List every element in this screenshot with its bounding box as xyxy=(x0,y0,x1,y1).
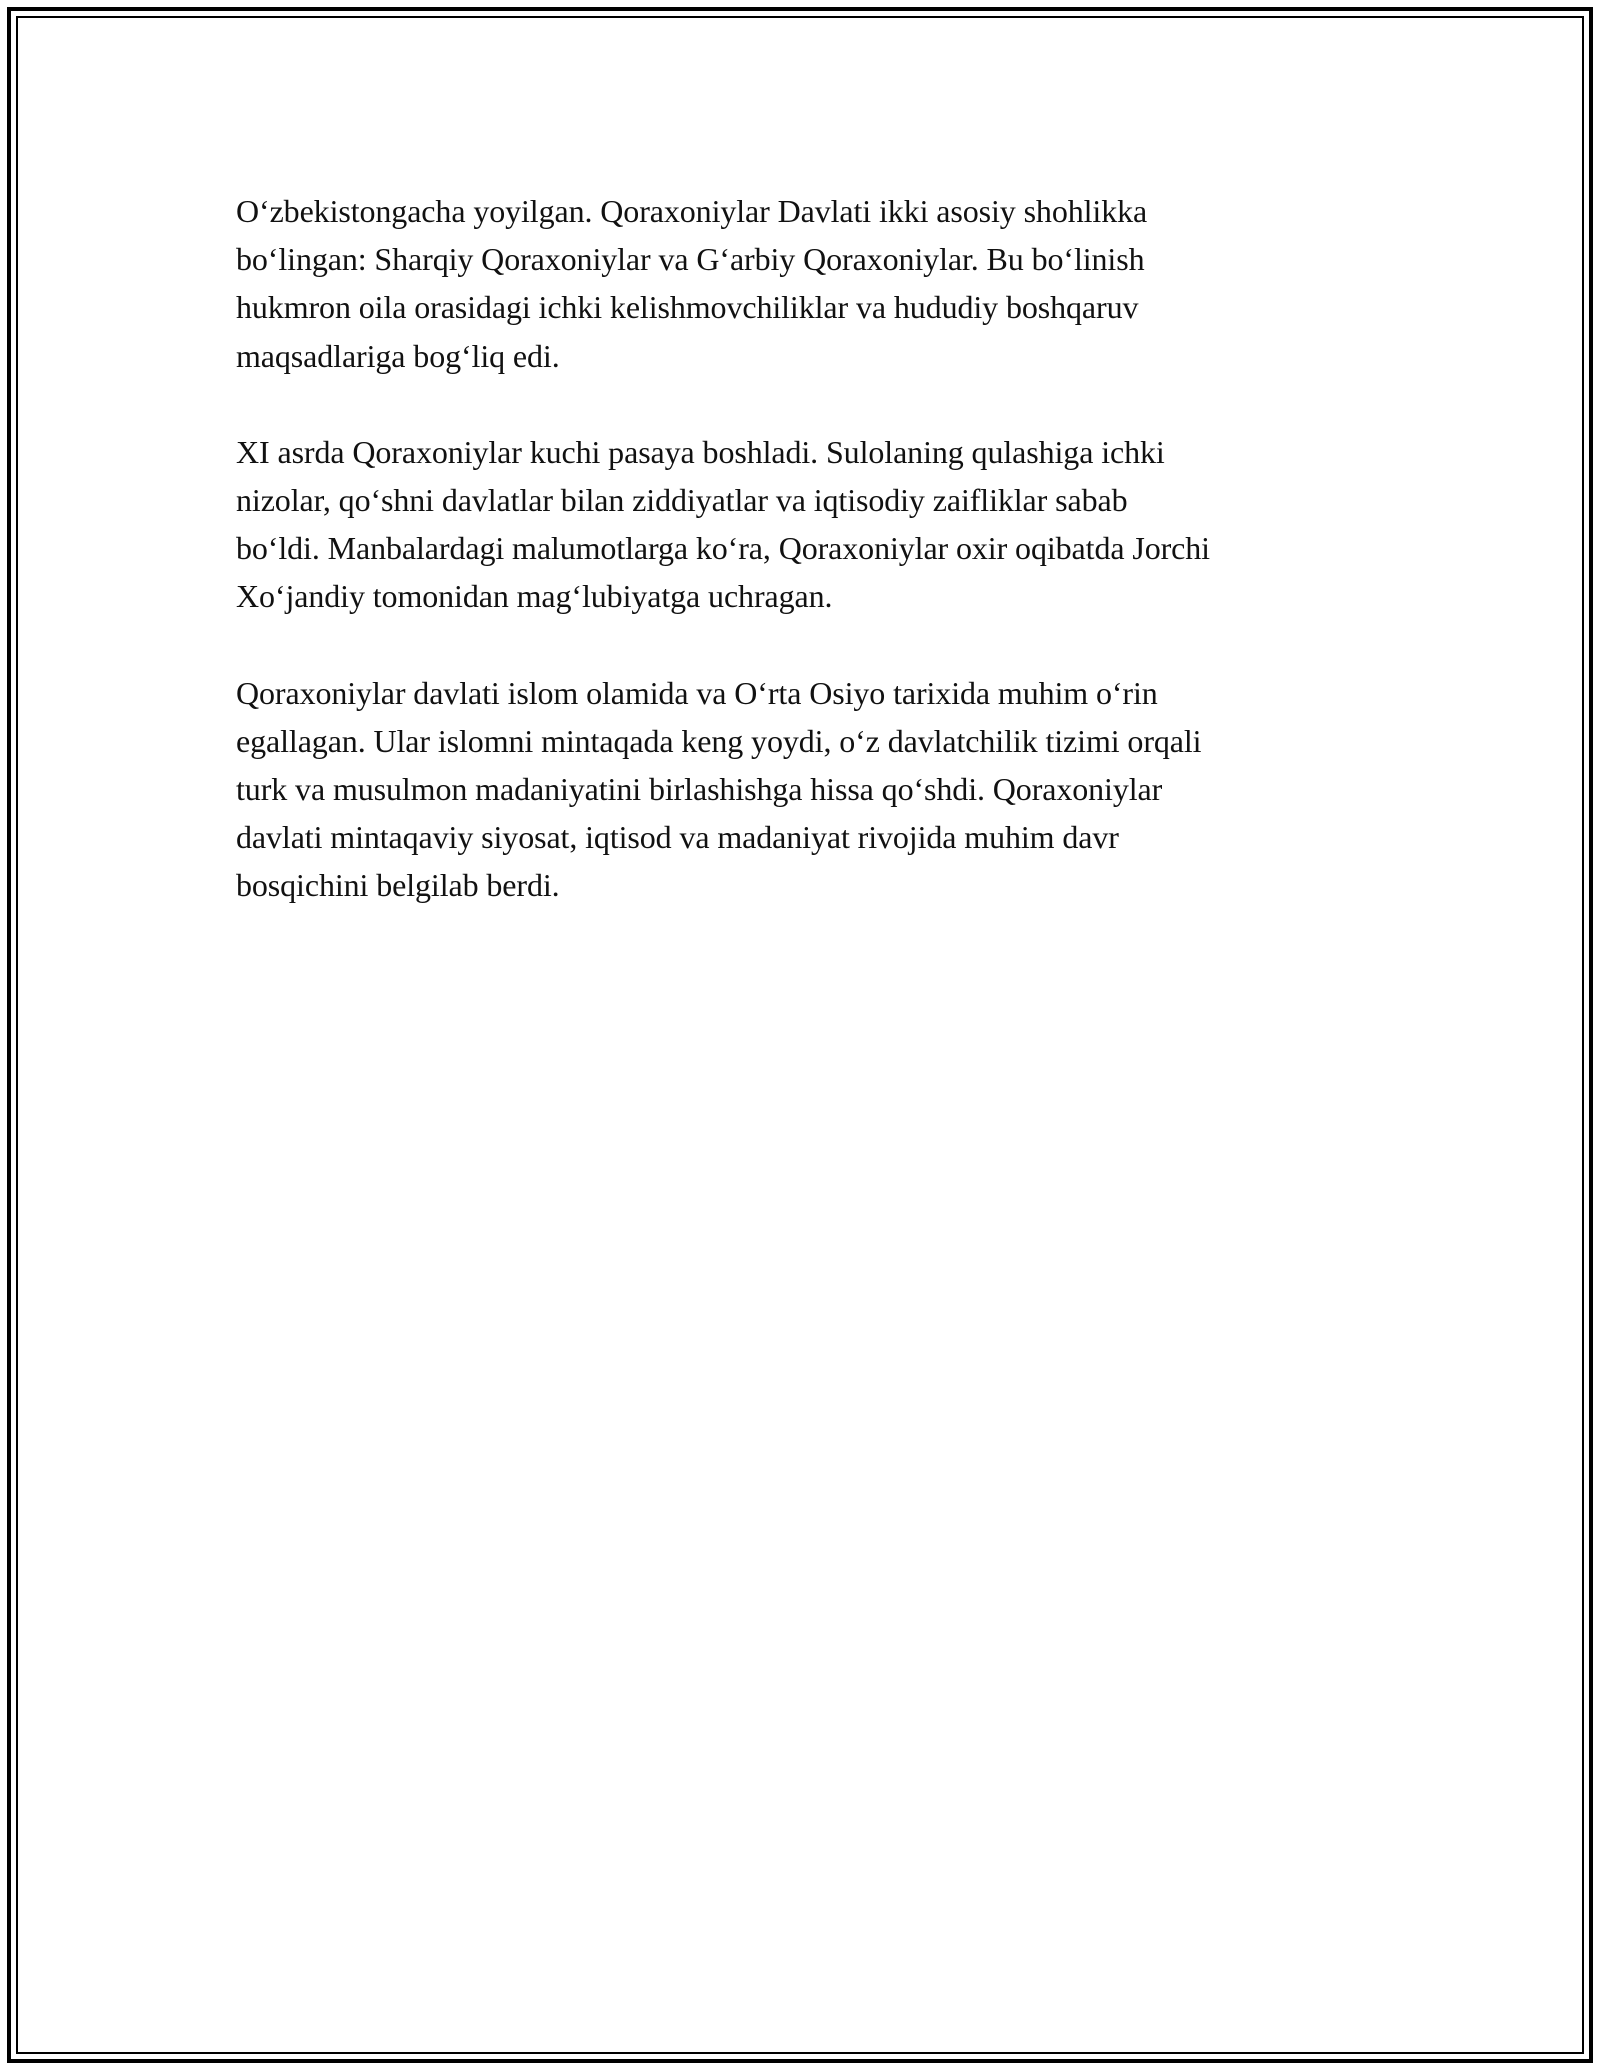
text-line: bo‘lingan: Sharqiy Qoraxoniylar va G‘arbiy Qoraxoniylar. Bu bo‘linish xyxy=(236,241,1145,278)
paragraph-1 xyxy=(236,187,1376,380)
text-line: davlati mintaqaviy siyosat, iqtisod va madaniyat rivojida muhim davr xyxy=(236,819,1119,856)
document-body xyxy=(236,187,1376,958)
text-line: XI asrda Qoraxoniylar kuchi pasaya boshladi. Sulolaning qulashiga ichki xyxy=(236,433,1165,470)
text-line: bosqichini belgilab berdi. xyxy=(236,867,560,904)
text-line: nizolar, qo‘shni davlatlar bilan ziddiyatlar va iqtisodiy zaifliklar sabab xyxy=(236,482,1128,519)
text-line: turk va musulmon madaniyatini birlashishga hissa qo‘shdi. Qoraxoniylar xyxy=(236,771,1163,808)
text-line: hukmron oila orasidagi ichki kelishmovchiliklar va hududiy boshqaruv xyxy=(236,289,1139,326)
text-line: Xo‘jandiy tomonidan mag‘lubiyatga uchragan. xyxy=(236,578,833,615)
text-line: egallagan. Ular islomni mintaqada keng yoydi, o‘z davlatchilik tizimi orqali xyxy=(236,722,1202,759)
text-line: O‘zbekistongacha yoyilgan. Qoraxoniylar Davlati ikki asosiy shohlikka xyxy=(236,193,1148,229)
text-line: maqsadlariga bog‘liq edi. xyxy=(236,337,560,374)
text-line: Qoraxoniylar davlati islom olamida va O‘rta Osiyo tarixida muhim o‘rin xyxy=(236,674,1158,711)
text-line: bo‘ldi. Manbalardagi malumotlarga ko‘ra, Qoraxoniylar oxir oqibatda Jorchi xyxy=(236,530,1210,567)
paragraph-2 xyxy=(236,428,1376,621)
paragraph-3 xyxy=(236,669,1376,910)
